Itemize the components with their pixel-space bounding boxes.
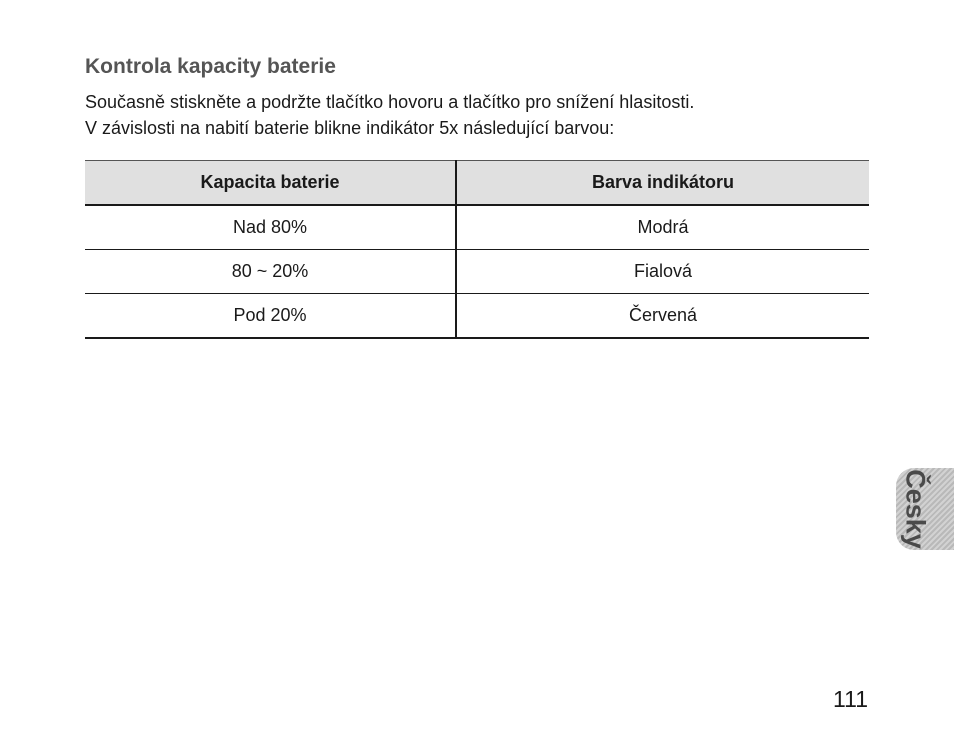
color-cell: Červená <box>456 294 869 339</box>
table-row <box>85 294 869 339</box>
table-header-row <box>85 161 869 206</box>
header-battery-capacity: Kapacita baterie <box>85 161 456 206</box>
capacity-cell: Nad 80% <box>85 205 456 250</box>
capacity-cell: 80 ~ 20% <box>85 250 456 294</box>
indicator-paragraph: V závislosti na nabití baterie blikne indikátor 5x následující barvou: <box>85 118 615 138</box>
capacity-cell: Pod 20% <box>85 294 456 339</box>
table-row <box>85 250 869 294</box>
color-cell: Fialová <box>456 250 869 294</box>
battery-capacity-table <box>85 160 869 339</box>
language-tab-label: Česky <box>900 469 931 549</box>
header-indicator-color: Barva indikátoru <box>456 161 869 206</box>
page-number: 111 <box>833 686 868 712</box>
color-cell: Modrá <box>456 205 869 250</box>
table-row <box>85 205 869 250</box>
section-heading: Kontrola kapacity baterie <box>85 55 336 78</box>
instruction-paragraph: Současně stiskněte a podržte tlačítko hovoru a tlačítko pro snížení hlasitosti. <box>85 92 695 112</box>
